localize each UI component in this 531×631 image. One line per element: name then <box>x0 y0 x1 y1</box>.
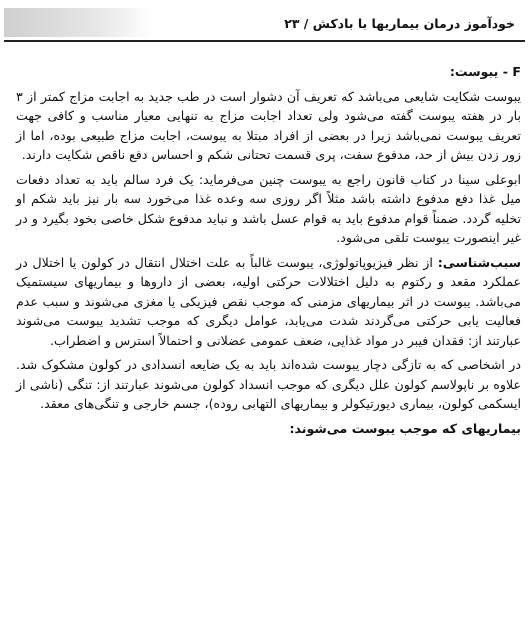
pathology-text: از نظر فیزیوپاتولوژی، یبوست غالباً به علت اختلال انتقال در کولون یا اختلال در عملکرد مقعد و رکتوم به دلیل اختلالات حرکتی اولیه، بعضی از داروها و بیماریهای سیستمیک می‌باشد. یبوست در اثر بیماریهای مزمنی که موجب نقص فیزیکی یا مغزی می‌شوند و سبب عدم فعالیت یابی حرکتی می‌گردند شدت می‌یابد، عوامل دیگری که موجب تشدید یبوست می‌شوند عبارتند از: فقدان فیبر در مواد غذایی، ضعف عمومی عضلانی و احتمالاً استرس و اضطراب. <box>16 254 521 348</box>
section-heading: F - یبوست: <box>449 64 521 79</box>
paragraph-pathology <box>16 253 521 351</box>
page-body <box>16 62 521 443</box>
paragraph-obstruction: در اشخاصی که به تازگی دچار یبوست شده‌اند باید به یک ضایعه انسدادی در کولون مشکوک شد. علاوه بر ناپولاسم کولون علل دیگری که موجب انسداد کولون می‌شوند عبارتند از: تنگی (ناشی از ایسکمی کولون، بیماری دیورتیکولر و بیماریهای التهابی روده)، جسم خارجی و تنگی‌های معقد. <box>16 357 521 411</box>
pathology-label: سبب‌شناسی: <box>437 254 521 270</box>
diseases-heading: بیماریهای که موجب یبوست می‌شوند: <box>289 420 521 436</box>
paragraph-definition: یبوست شکایت شایعی می‌باشد که تعریف آن دشوار است در طب جدید به اجابت مزاج کمتر از ۳ بار در هفته یبوست گفته می‌شود ولی تعداد اجابت مزاج به تنهایی معیار مناسب و کافی جهت تعریف یبوست نمی‌باشد زیرا در بعضی از افراد مبتلا به یبوست، اجابت مزاج طبیعی بوده، اما از زور زدن بیش از حد، مدفوع سفت، پری قسمت تحتانی شکم و احساس دفع ناقص شکایت دارند. <box>16 88 521 162</box>
paragraph-avicenna: ابوعلی سینا در کتاب قانون راجع به یبوست چنین می‌فرماید: یک فرد سالم باید به تعداد دفعات میل غذا دفع مدفوع داشته باشد مثلاً اگر روزی سه وعده غذا می‌خورد سه بار نیز باید شکم او تخلیه گردد. ضمناً قوام مدفوع باید به قوام عسل باشد و نباید مدفوع شکل خاصی بخود بگیرد و در غیر اینصورت یبوست تلقی می‌شود. <box>16 171 521 245</box>
running-title: خودآموز درمان بیماریها با بادکش / ۲۳ <box>284 16 515 31</box>
page-header <box>4 6 525 42</box>
header-shade <box>4 8 154 37</box>
